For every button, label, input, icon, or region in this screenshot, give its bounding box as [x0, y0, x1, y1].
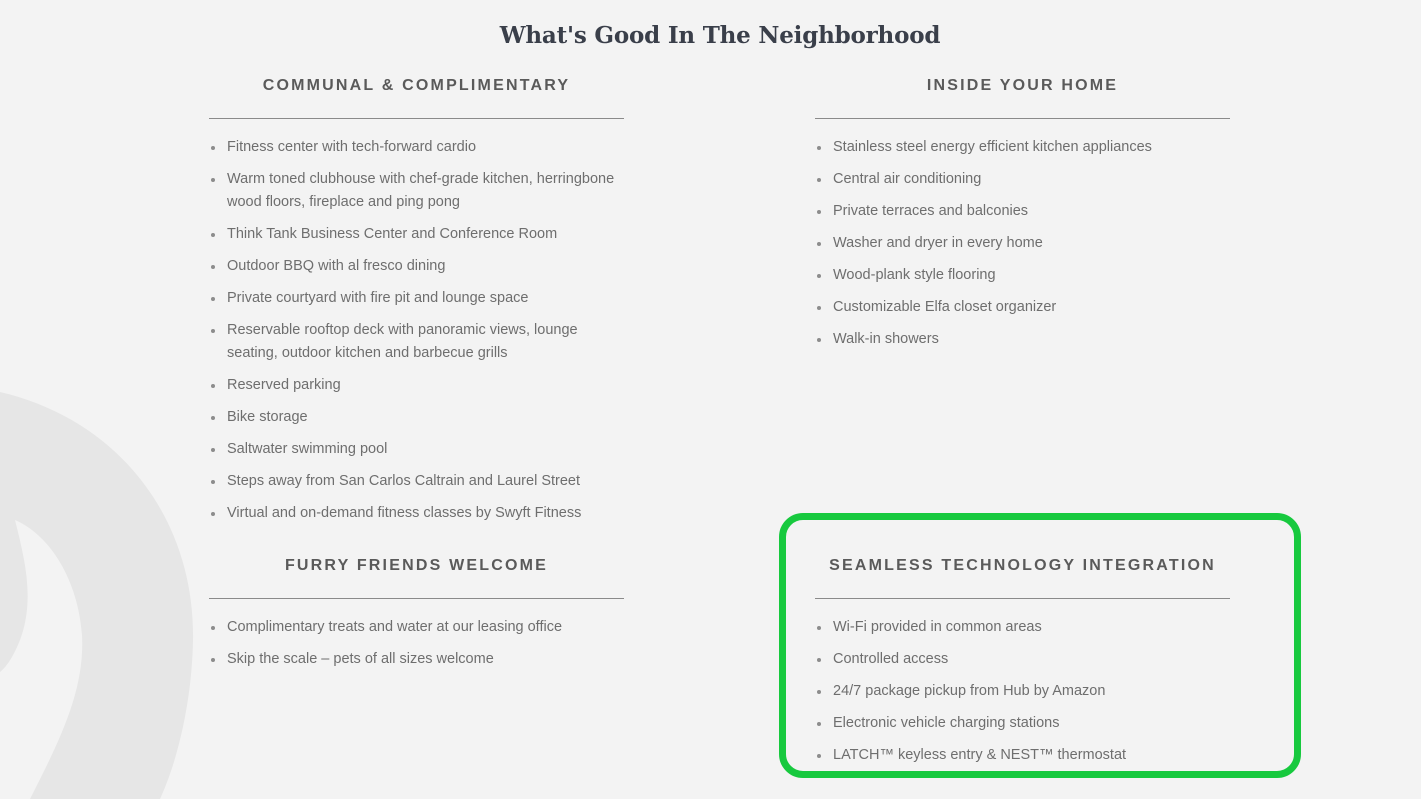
bullet-icon [211, 329, 215, 333]
list-item-text: 24/7 package pickup from Hub by Amazon [833, 683, 1106, 699]
list-item [209, 168, 624, 214]
list-item [815, 200, 1230, 223]
list-item [209, 374, 624, 397]
bullet-icon [211, 384, 215, 388]
list-item-text: Saltwater swimming pool [227, 441, 388, 457]
list-item [209, 648, 624, 671]
bullet-icon [817, 722, 821, 726]
bullet-icon [211, 448, 215, 452]
page-title: What's Good In The Neighborhood [499, 22, 941, 49]
section-furry-friends [209, 549, 624, 680]
bullet-icon [211, 178, 215, 182]
list-item-text: Reservable rooftop deck with panoramic views, lounge seating, outdoor kitchen and barbecue grills [227, 322, 578, 361]
list-item-text: Think Tank Business Center and Conference Room [227, 226, 558, 242]
bullet-icon [211, 512, 215, 516]
list-item-text: Outdoor BBQ with al fresco dining [227, 258, 446, 274]
list-item [815, 296, 1230, 319]
list-item [815, 616, 1230, 639]
bullet-icon [211, 626, 215, 630]
list-item [815, 712, 1230, 735]
section-communal-complimentary [209, 69, 624, 534]
list-item [209, 319, 624, 365]
list-item-text: Bike storage [227, 409, 308, 425]
bullet-icon [211, 233, 215, 237]
list-item-text: Private courtyard with fire pit and lounge space [227, 290, 529, 306]
section-heading-home: INSIDE YOUR HOME [815, 69, 1230, 119]
list-item [209, 287, 624, 310]
bullet-icon [817, 658, 821, 662]
list-item-text: LATCH™ keyless entry & NEST™ thermostat [833, 747, 1127, 763]
bullet-icon [817, 274, 821, 278]
bullet-icon [817, 210, 821, 214]
list-item [209, 136, 624, 159]
bullet-icon [211, 658, 215, 662]
bullet-icon [817, 338, 821, 342]
bullet-icon [817, 626, 821, 630]
section-heading-communal: COMMUNAL & COMPLIMENTARY [209, 69, 624, 119]
list-item [209, 223, 624, 246]
list-item-text: Private terraces and balconies [833, 203, 1029, 219]
list-item-text: Customizable Elfa closet organizer [833, 299, 1057, 315]
pet-amenities-list [209, 616, 624, 671]
bullet-icon [211, 297, 215, 301]
list-item [209, 502, 624, 525]
list-item-text: Skip the scale – pets of all sizes welcome [227, 651, 494, 667]
section-heading-furry: FURRY FRIENDS WELCOME [209, 549, 624, 599]
list-item [209, 616, 624, 639]
list-item-text: Wi-Fi provided in common areas [833, 619, 1042, 635]
bullet-icon [817, 146, 821, 150]
list-item-text: Stainless steel energy efficient kitchen appliances [833, 139, 1152, 155]
communal-amenities-list [209, 136, 624, 525]
section-inside-your-home [815, 69, 1230, 360]
list-item-text: Wood-plank style flooring [833, 267, 996, 283]
list-item [815, 328, 1230, 351]
list-item-text: Reserved parking [227, 377, 341, 393]
list-item [209, 438, 624, 461]
list-item [815, 168, 1230, 191]
list-item [209, 406, 624, 429]
list-item [209, 470, 624, 493]
list-item [815, 264, 1230, 287]
technology-features-list [815, 616, 1230, 767]
home-features-list [815, 136, 1230, 351]
list-item-text: Steps away from San Carlos Caltrain and Laurel Street [227, 473, 581, 489]
bullet-icon [817, 178, 821, 182]
list-item-text: Walk-in showers [833, 331, 939, 347]
list-item-text: Fitness center with tech-forward cardio [227, 139, 477, 155]
list-item [815, 648, 1230, 671]
list-item-text: Central air conditioning [833, 171, 982, 187]
list-item-text: Electronic vehicle charging stations [833, 715, 1060, 731]
bullet-icon [817, 690, 821, 694]
bullet-icon [817, 242, 821, 246]
list-item-text: Warm toned clubhouse with chef-grade kitchen, herringbone wood floors, fireplace and ping pong [227, 171, 615, 210]
bullet-icon [211, 416, 215, 420]
list-item-text: Controlled access [833, 651, 949, 667]
list-item-text: Virtual and on-demand fitness classes by Swyft Fitness [227, 505, 582, 521]
list-item-text: Complimentary treats and water at our leasing office [227, 619, 563, 635]
list-item [815, 680, 1230, 703]
section-seamless-technology [815, 549, 1230, 776]
bullet-icon [211, 480, 215, 484]
section-heading-tech: SEAMLESS TECHNOLOGY INTEGRATION [815, 549, 1230, 599]
list-item [815, 136, 1230, 159]
list-item [815, 232, 1230, 255]
bullet-icon [211, 265, 215, 269]
bullet-icon [817, 754, 821, 758]
bullet-icon [211, 146, 215, 150]
list-item [209, 255, 624, 278]
bullet-icon [817, 306, 821, 310]
list-item-text: Washer and dryer in every home [833, 235, 1043, 251]
list-item [815, 744, 1230, 767]
